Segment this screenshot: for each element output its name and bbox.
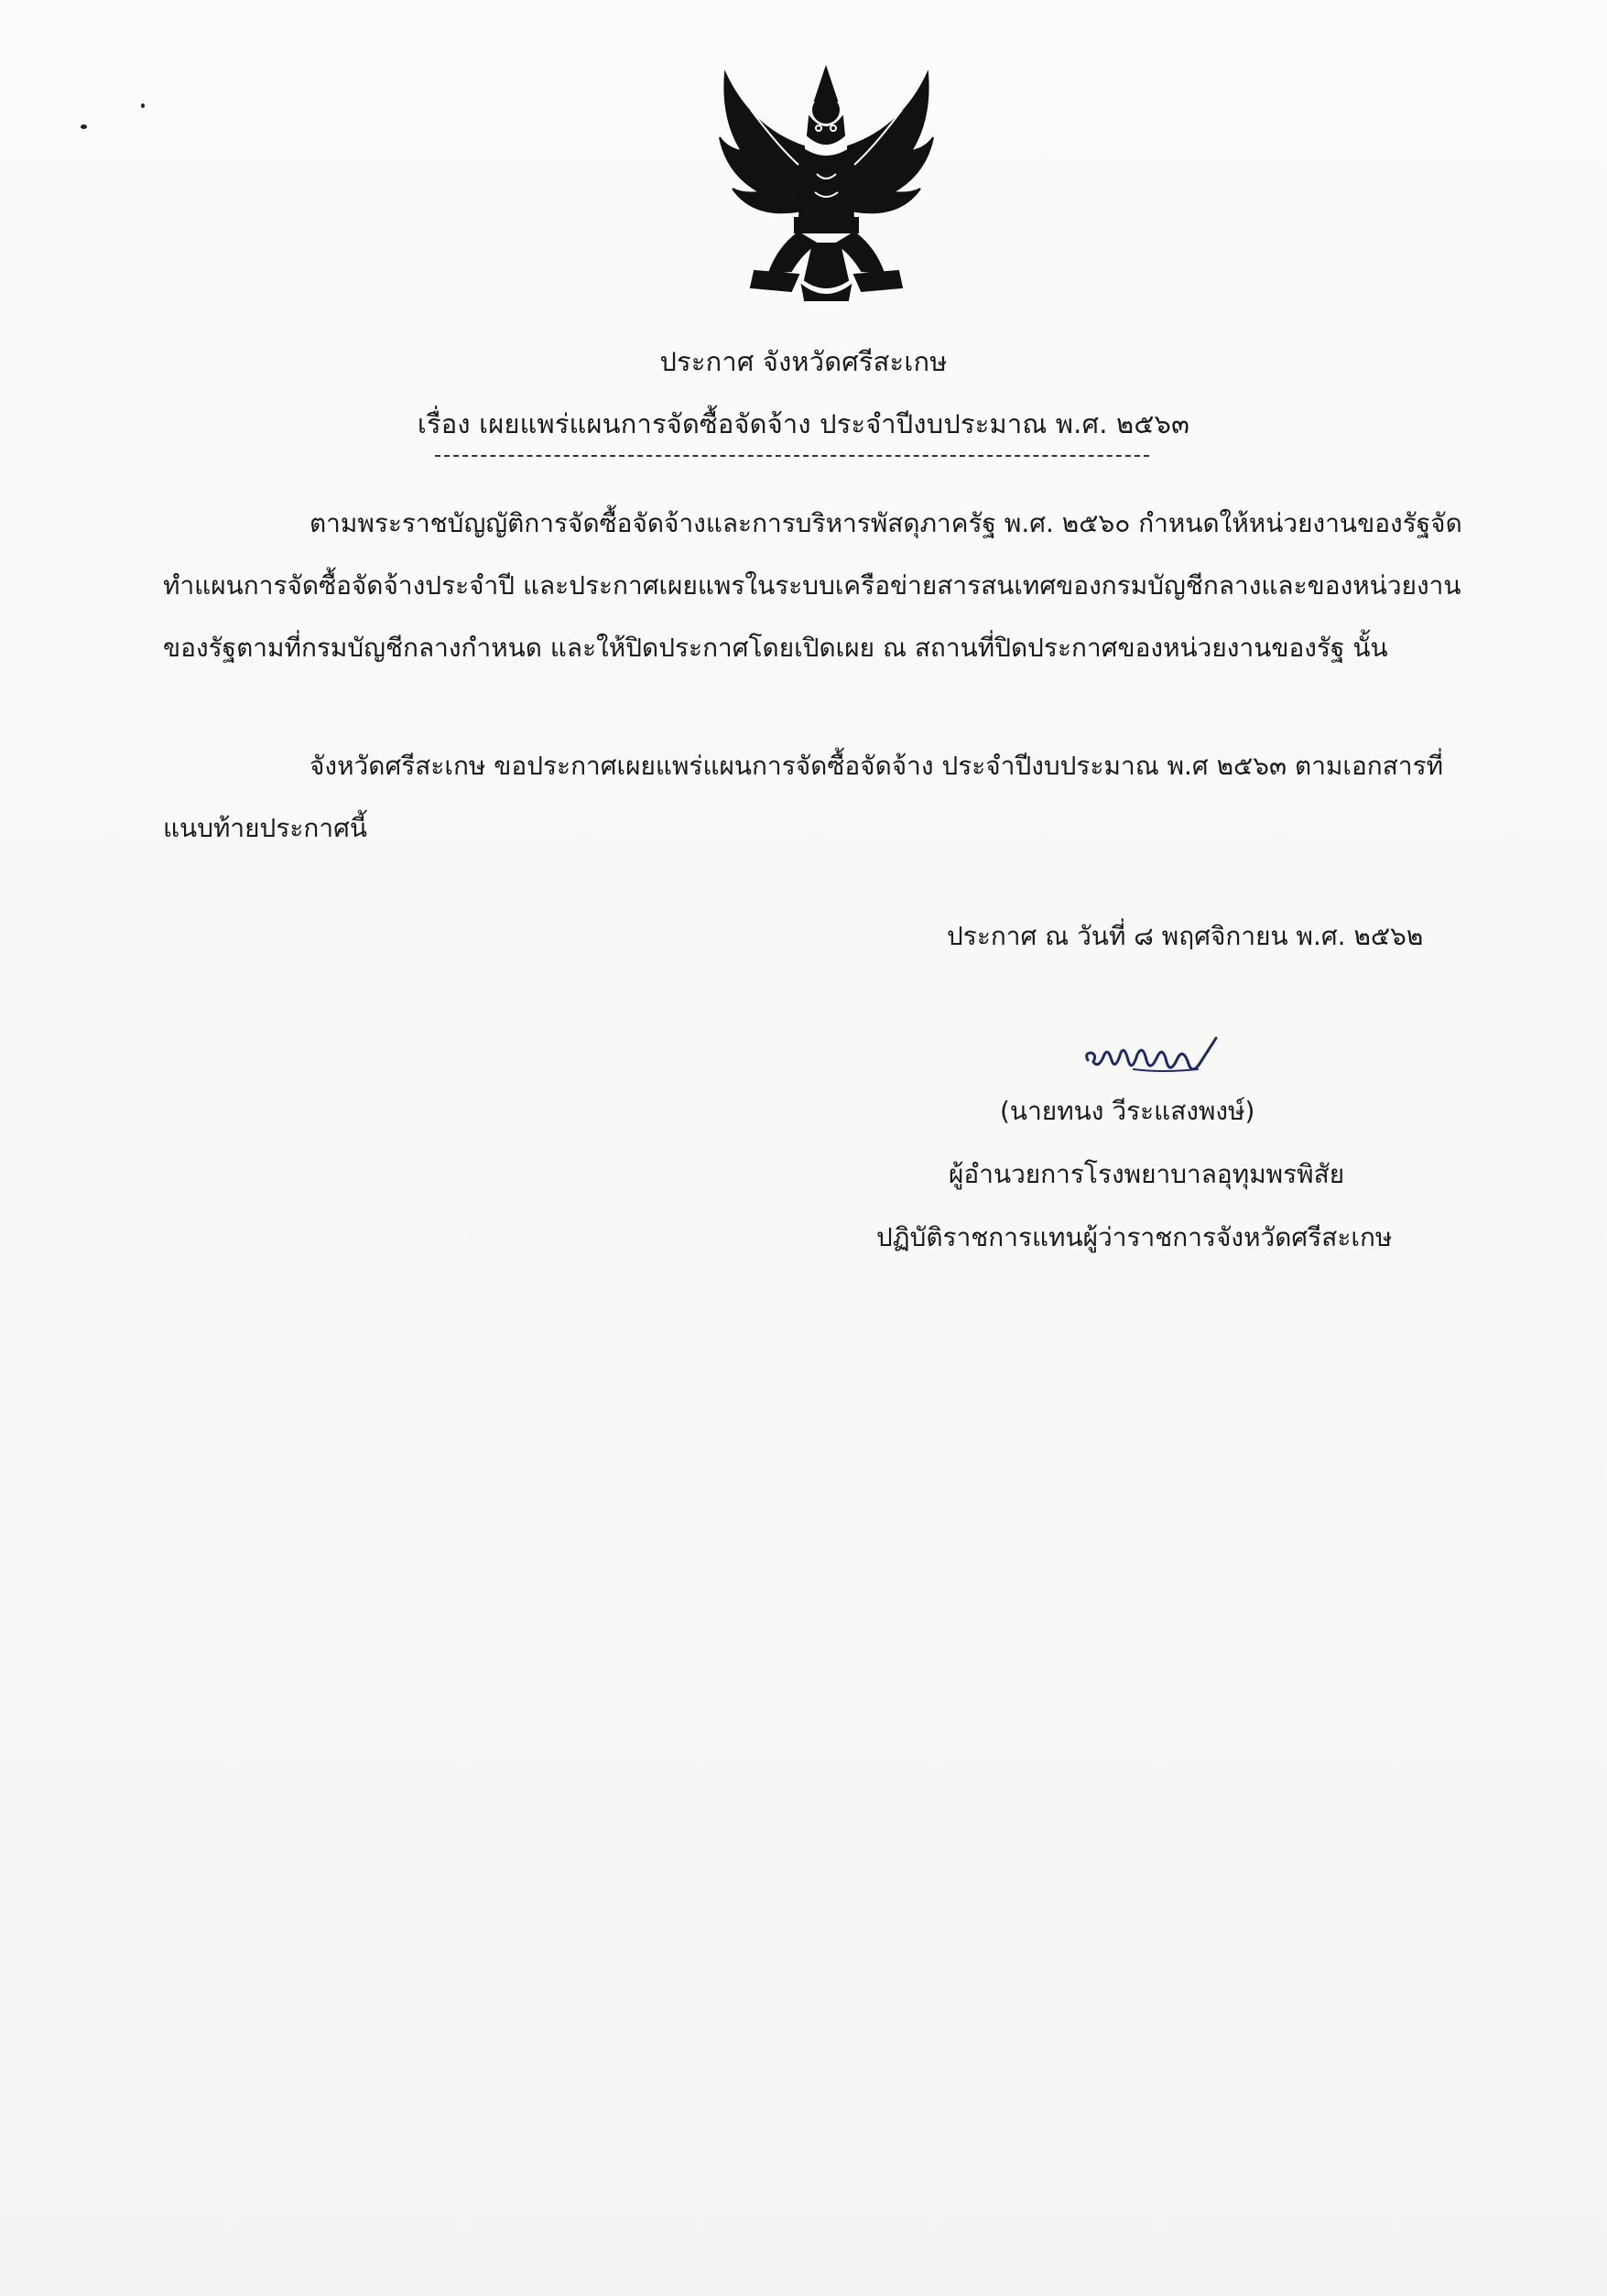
handwritten-signature (1079, 1033, 1234, 1089)
title-divider (435, 455, 1149, 457)
scan-speck (81, 125, 87, 129)
signatory-name: (นายทนง วีระแสงพงษ์) (1000, 1096, 1255, 1126)
announcement-subject: เรื่อง เผยแพร่แผนการจัดซื้อจัดจ้าง ประจำปีงบประมาณ พ.ศ. ๒๕๖๓ (417, 408, 1190, 439)
announcement-title: ประกาศ จังหวัดศรีสะเกษ (659, 346, 948, 377)
garuda-emblem-icon (714, 64, 939, 304)
announcement-date: ประกาศ ณ วันที่ ๘ พฤศจิกายน พ.ศ. ๒๕๖๒ (947, 921, 1424, 951)
scan-speck (141, 103, 145, 108)
body-paragraph-2-text: จังหวัดศรีสะเกษ ขอประกาศเผยแพร่แผนการจัดซื้อจัดจ้าง ประจำปีงบประมาณ พ.ศ ๒๕๖๓ ตามเอกสารที่แนบท้ายประกาศนี้ (163, 751, 1444, 843)
signatory-position: ผู้อำนวยการโรงพยาบาลอุทุมพรพิสัย (949, 1159, 1345, 1189)
signatory-acting-role: ปฏิบัติราชการแทนผู้ว่าราชการจังหวัดศรีสะเกษ (876, 1222, 1393, 1252)
body-paragraph-1 (163, 493, 1482, 679)
body-paragraph-2 (163, 735, 1482, 860)
body-paragraph-1-text: ตามพระราชบัญญัติการจัดซื้อจัดจ้างและการบริหารพัสดุภาครัฐ พ.ศ. ๒๕๖๐ กำหนดให้หน่วยงานของรัฐจัดทำแผนการจัดซื้อจัดจ้างประจำปี และประกาศเผยแพรในระบบเครือข่ายสารสนเทศของกรมบัญชีกลางและของหน่วยงานของรัฐตามที่กรมบัญชีกลางกำหนด และให้ปิดประกาศโดยเปิดเผย ณ สถานที่ปิดประกาศของหน่วยงานของรัฐ นั้น (163, 508, 1462, 663)
